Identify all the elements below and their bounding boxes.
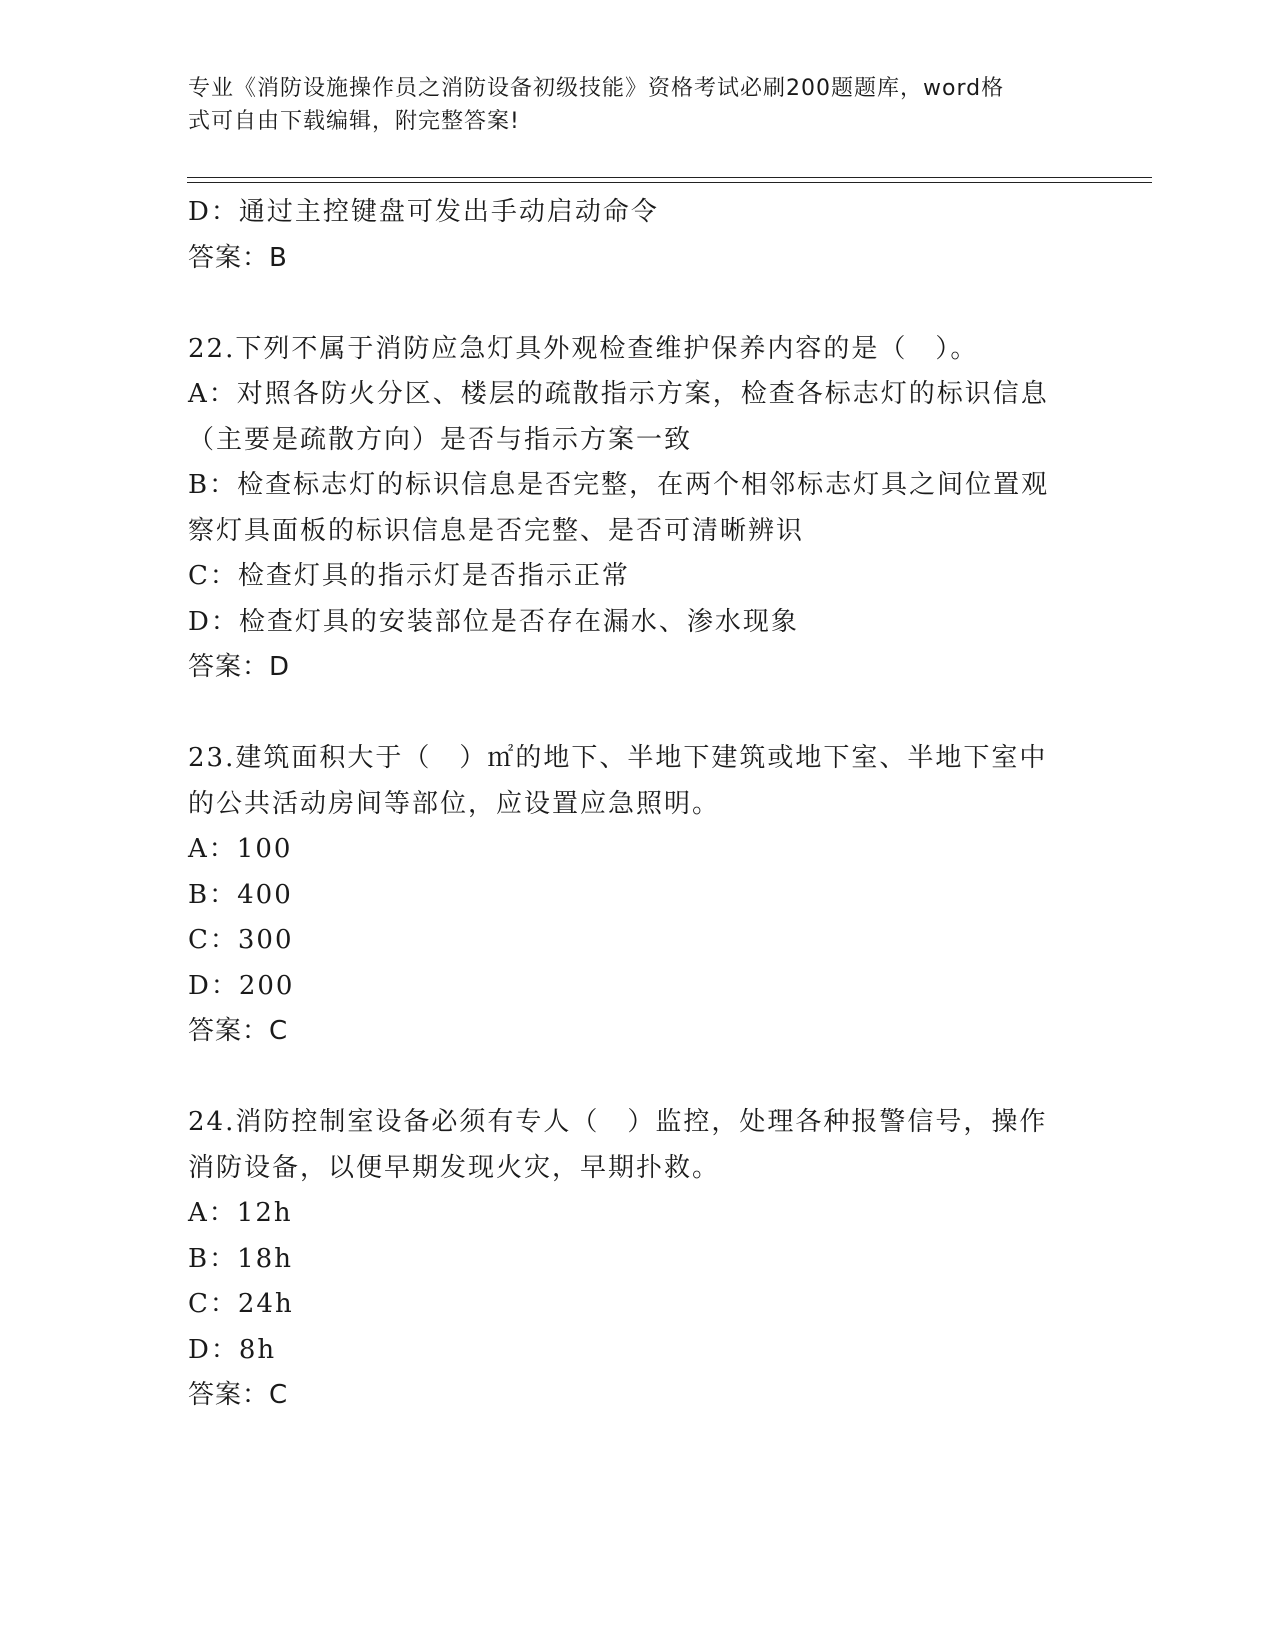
q22-option-a-cont: （主要是疏散方向）是否与指示方案一致	[188, 424, 693, 455]
q23-option-a: A：100	[188, 834, 293, 864]
spacer	[188, 281, 1088, 327]
q22-option-b: B：检查标志灯的标识信息是否完整，在两个相邻标志灯具之间位置观	[188, 470, 1050, 500]
q24-stem: 24.消防控制室设备必须有专人（ ）监控，处理各种报警信号，操作	[188, 1107, 1048, 1137]
spacer	[188, 691, 1088, 737]
q23-option-d: D：200	[188, 970, 295, 1001]
q24-option-c: C：24h	[188, 1289, 294, 1319]
header-rule-bottom	[187, 182, 1152, 183]
header-line-2: 式可自由下载编辑，附完整答案!	[188, 109, 520, 134]
q22-option-b-cont: 察灯具面板的标识信息是否完整、是否可清晰辨识	[188, 515, 805, 546]
q21-option-d: D：通过主控键盘可发出手动启动命令	[188, 197, 659, 227]
q22-answer: 答案：D	[188, 652, 291, 682]
spacer	[188, 1055, 1088, 1101]
q22-option-c: C：检查灯具的指示灯是否指示正常	[188, 561, 630, 591]
q24-answer: 答案：C	[188, 1380, 289, 1410]
q21-answer: 答案：B	[188, 242, 288, 273]
q24-option-b: B：18h	[188, 1243, 293, 1274]
q23-option-b: B：400	[188, 879, 293, 910]
q22-option-a: A：对照各防火分区、楼层的疏散指示方案，检查各标志灯的标识信息	[188, 379, 1049, 409]
q23-option-c: C：300	[188, 925, 294, 955]
q23-stem-cont: 的公共活动房间等部位，应设置应急照明。	[188, 788, 721, 819]
header-rule-top	[187, 177, 1152, 178]
q24-option-d: D：8h	[188, 1334, 277, 1365]
q23-answer: 答案：C	[188, 1016, 289, 1046]
q22-option-d: D：检查灯具的安装部位是否存在漏水、渗水现象	[188, 606, 799, 637]
q24-option-a: A：12h	[188, 1198, 293, 1228]
q22-stem: 22.下列不属于消防应急灯具外观检查维护保养内容的是（ ）。	[188, 333, 979, 364]
q23-stem: 23.建筑面积大于（ ）㎡的地下、半地下建筑或地下室、半地下室中	[188, 743, 1048, 773]
question-content	[188, 190, 1088, 1419]
header-line-1: 专业《消防设施操作员之消防设备初级技能》资格考试必刷200题题库，word格	[188, 76, 1005, 101]
q24-stem-cont: 消防设备，以便早期发现火灾，早期扑救。	[188, 1152, 721, 1183]
document-header	[188, 72, 1068, 138]
